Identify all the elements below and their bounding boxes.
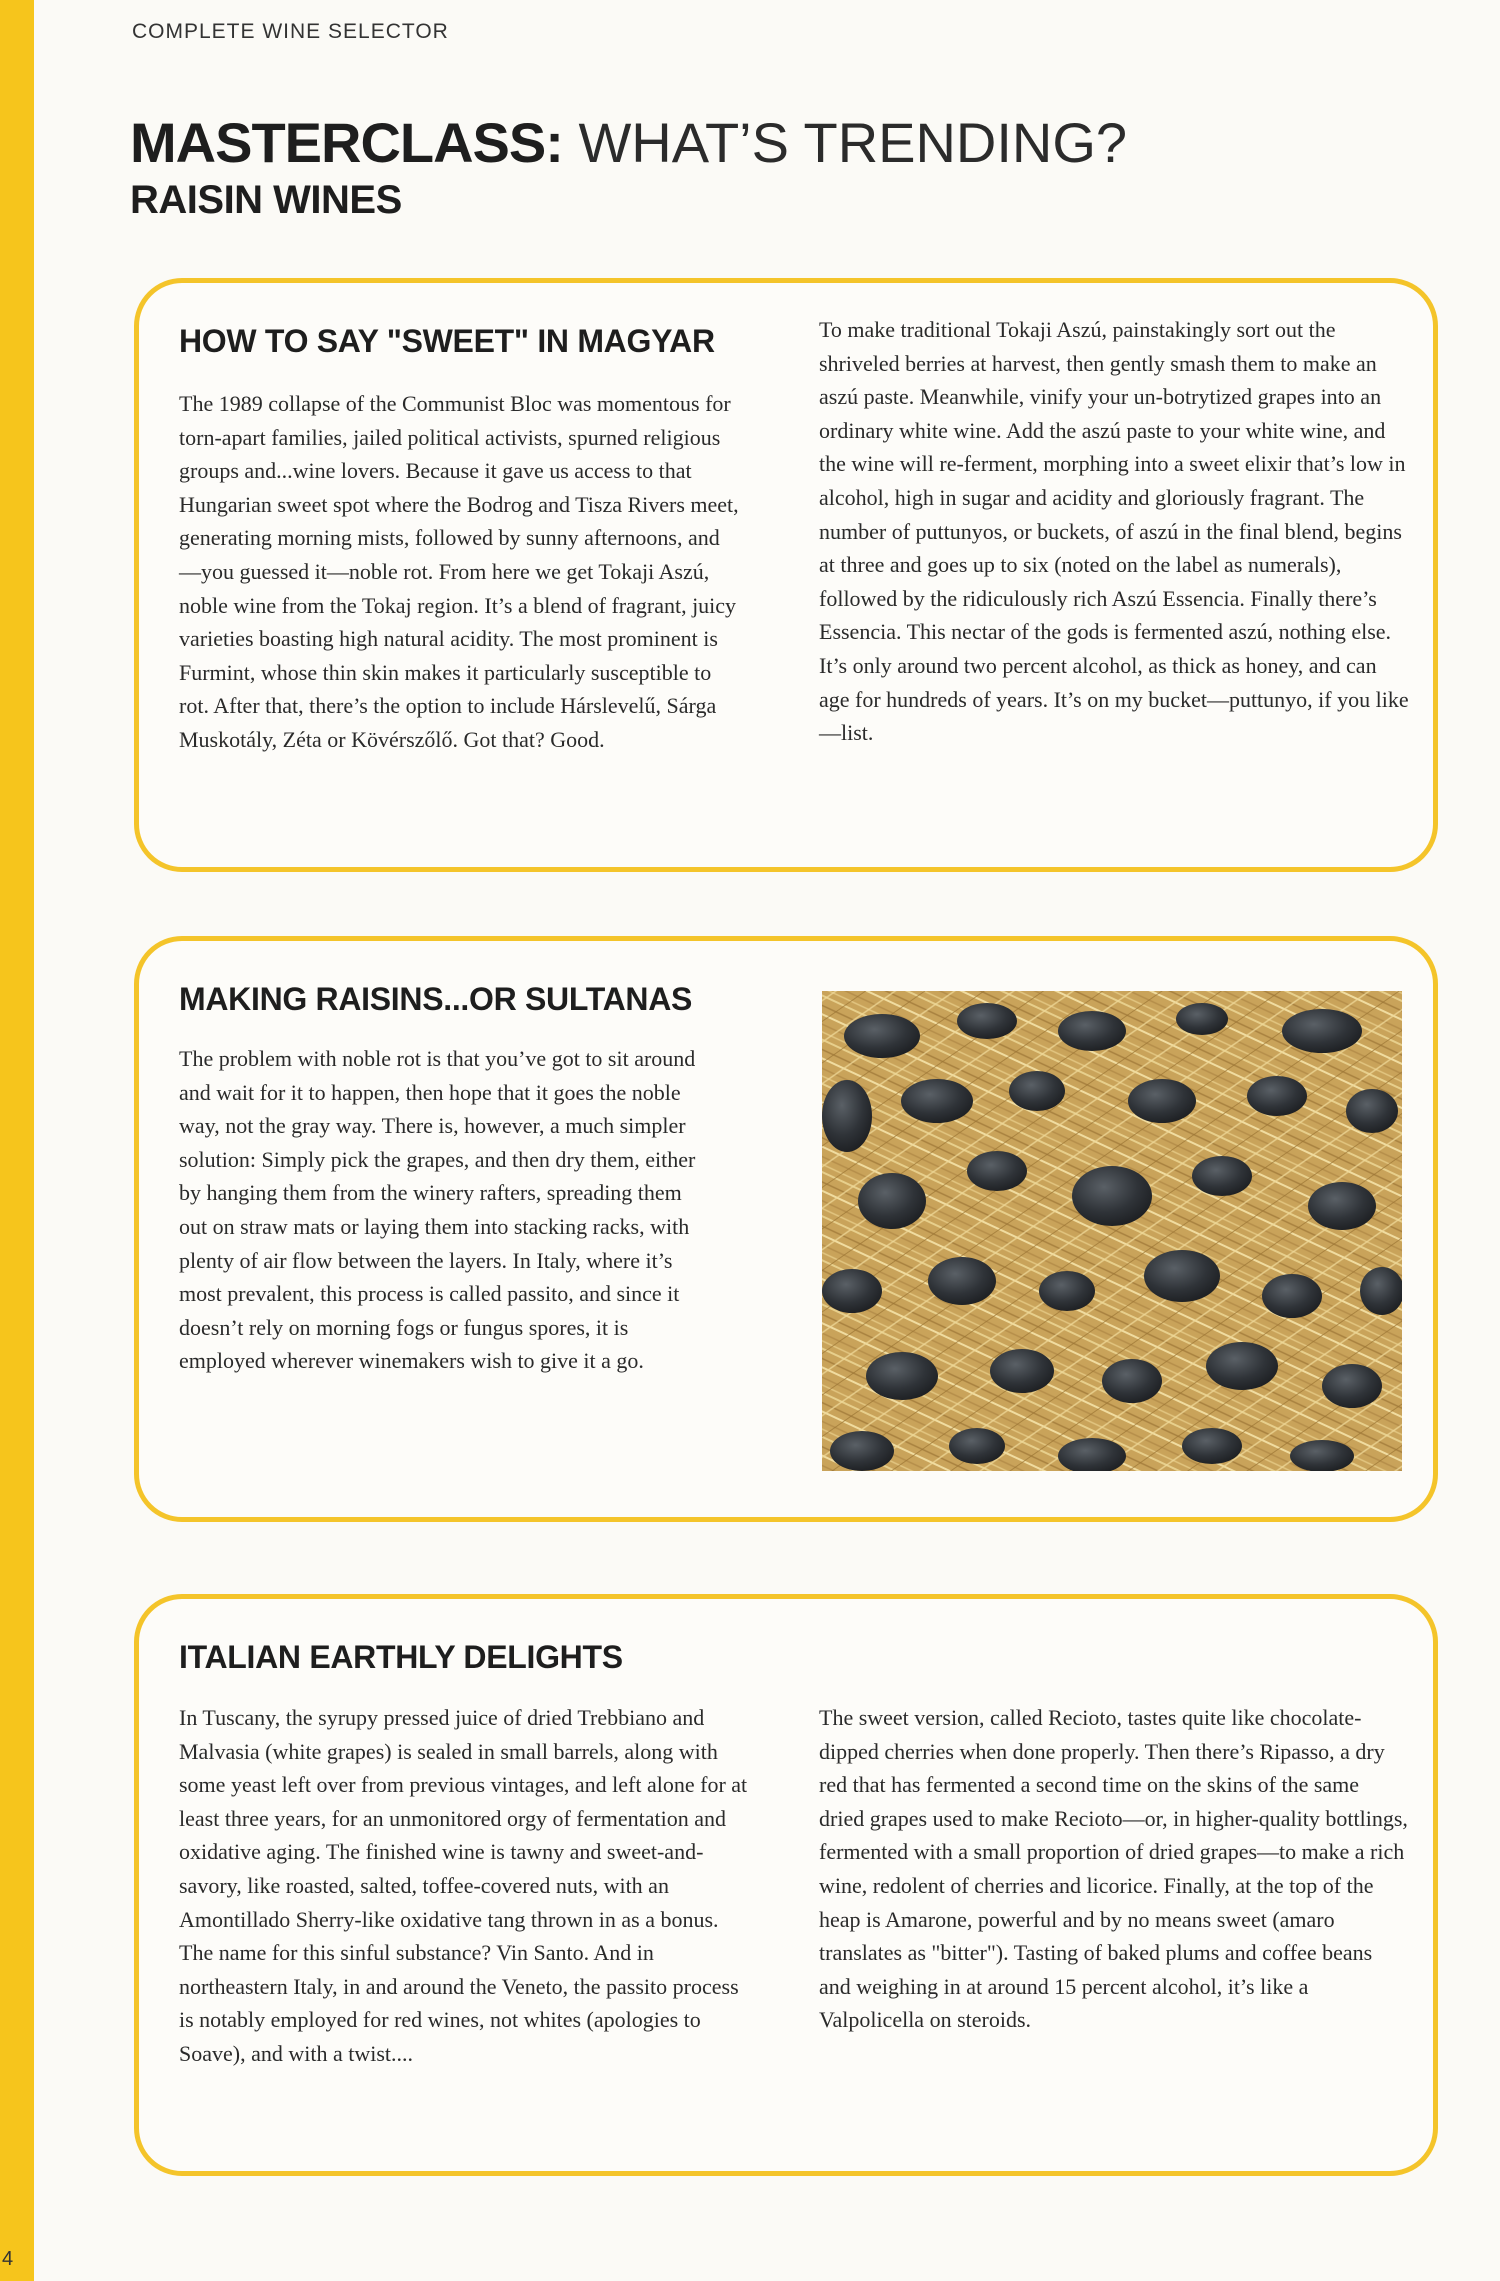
italian-col2: The sweet version, called Recioto, tastes quite like chocolate-dipped cherries when done properly. Then there’s Ripasso, a dry red that has fermented a second time on the skins of the same dried grapes used to make Recioto—or, in higher-quality bottlings, fermented with a small proportion of dried grapes—to make a rich wine, redolent of cherries and licorice. Finally, at the top of the heap is Amarone, powerful and by no means sweet (amaro translates as "bitter"). Tasting of baked plums and coffee beans and weighing in at around 15 percent alcohol, it’s like a Valpolicella on steroids. [819,1705,1408,2033]
yellow-spine [0,0,34,2281]
title-block [130,112,1127,223]
panel-italian [134,1594,1438,2176]
running-head: COMPLETE WINE SELECTOR [132,20,449,43]
title-bold: MASTERCLASS: [130,111,563,174]
heading-raisins: MAKING RAISINS...OR SULTANAS [179,981,693,1017]
page-title [130,112,1127,174]
grapes-on-straw-image [822,991,1402,1471]
panel-raisins [134,936,1438,1522]
raisins-body: The problem with noble rot is that you’ve got to sit around and wait for it to happen, then hope that it goes the noble way, not the gray way. There is, however, a much simpler solution: Simply pick the grapes, and then dry them, either by hanging them from the winery rafters, spreading them out on straw mats or laying them into stacking racks, with plenty of air flow between the layers. In Italy, where it’s most prevalent, this process is called passito, and since it doesn’t rely on morning fogs or fungus spores, it is employed wherever winemakers wish to give it a go. [179,1046,696,1374]
page-number: 4 [2,2248,14,2270]
panel-magyar [134,278,1438,872]
magyar-col2: To make traditional Tokaji Aszú, painstakingly sort out the shriveled berries at harvest, then gently smash them to make an aszú paste. Meanwhile, vinify your un-botrytized grapes into an ordinary white wine. Add the aszú paste to your white wine, and the wine will re-ferment, morphing into a sweet elixir that’s low in alcohol, high in sugar and acidity and gloriously fragrant. The number of puttunyos, or buckets, of aszú in the final blend, begins at three and goes up to six (noted on the label as numerals), followed by the ridiculously rich Aszú Essencia. Finally there’s Essencia. This nectar of the gods is fermented aszú, nothing else. It’s only around two percent alcohol, as thick as honey, and can age for hundreds of years. It’s on my bucket—puttunyo, if you like—list. [819,317,1409,746]
heading-magyar: HOW TO SAY "SWEET" IN MAGYAR [179,323,715,359]
italian-col1: In Tuscany, the syrupy pressed juice of dried Trebbiano and Malvasia (white grapes) is sealed in small barrels, along with some yeast left over from previous vintages, and left alone for at least three years, for an unmonitored orgy of fermentation and oxidative aging. The finished wine is tawny and sweet-and-savory, like roasted, salted, toffee-covered nuts, with an Amontillado Sherry-like oxidative tang thrown in as a bonus. The name for this sinful substance? Vin Santo. And in northeastern Italy, in and around the Veneto, the passito process is notably employed for red wines, not whites (apologies to Soave), and with a twist.... [179,1705,748,2066]
title-light: WHAT’S TRENDING? [562,111,1128,174]
page-subtitle: RAISIN WINES [130,178,402,222]
grapes-drying-photo [822,991,1402,1471]
heading-italian: ITALIAN EARTHLY DELIGHTS [179,1639,623,1675]
magyar-col1: The 1989 collapse of the Communist Bloc was momentous for torn-apart families, jailed political activists, spurned religious groups and...wine lovers. Because it gave us access to that Hungarian sweet spot where the Bodrog and Tisza Rivers meet, generating morning mists, followed by sunny afternoons, and—you guessed it—noble rot. From here we get Tokaji Aszú, noble wine from the Tokaj region. It’s a blend of fragrant, juicy varieties boasting high natural acidity. The most prominent is Furmint, whose thin skin makes it particularly susceptible to rot. After that, there’s the option to include Hárslevelű, Sárga Muskotály, Zéta or Kövérszőlő. Got that? Good. [179,391,739,752]
